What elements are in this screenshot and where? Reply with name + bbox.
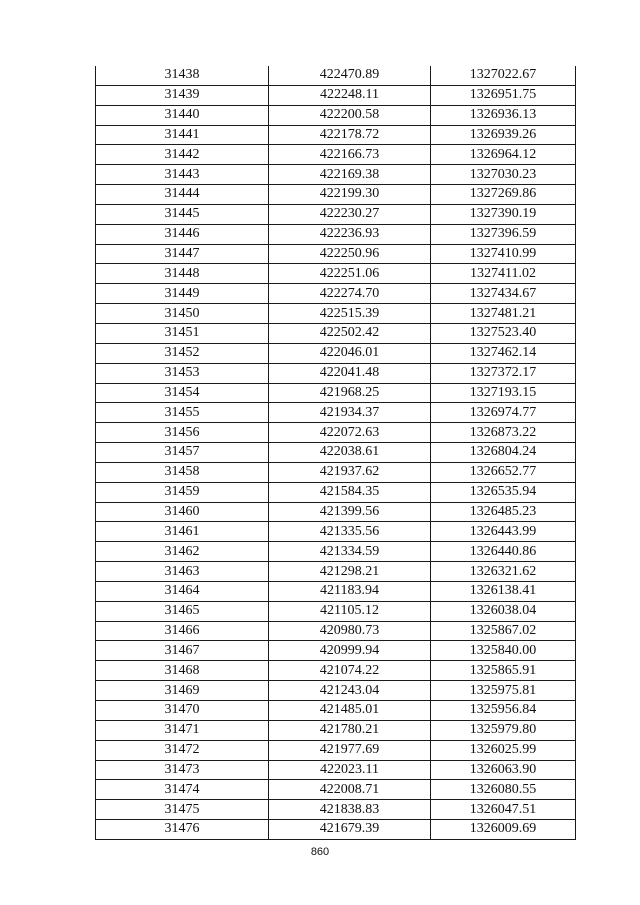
y-coordinate-cell: 1326485.23 (431, 502, 576, 522)
point-id-cell: 31468 (96, 661, 269, 681)
y-coordinate-cell: 1325840.00 (431, 641, 576, 661)
table-row (96, 581, 576, 601)
point-id-cell: 31450 (96, 304, 269, 324)
point-id-cell: 31457 (96, 443, 269, 463)
x-coordinate-cell: 421335.56 (269, 522, 431, 542)
x-coordinate-cell: 422046.01 (269, 343, 431, 363)
y-coordinate-cell: 1326321.62 (431, 562, 576, 582)
table-row (96, 264, 576, 284)
y-coordinate-cell: 1326080.55 (431, 780, 576, 800)
x-coordinate-cell: 422008.71 (269, 780, 431, 800)
x-coordinate-cell: 422274.70 (269, 284, 431, 304)
x-coordinate-cell: 422072.63 (269, 423, 431, 443)
y-coordinate-cell: 1326964.12 (431, 145, 576, 165)
table-row (96, 681, 576, 701)
y-coordinate-cell: 1327372.17 (431, 363, 576, 383)
point-id-cell: 31469 (96, 681, 269, 701)
y-coordinate-cell: 1326535.94 (431, 482, 576, 502)
x-coordinate-cell: 421399.56 (269, 502, 431, 522)
x-coordinate-cell: 422038.61 (269, 443, 431, 463)
x-coordinate-cell: 422199.30 (269, 185, 431, 205)
point-id-cell: 31475 (96, 800, 269, 820)
point-id-cell: 31462 (96, 542, 269, 562)
point-id-cell: 31461 (96, 522, 269, 542)
x-coordinate-cell: 422470.89 (269, 66, 431, 85)
table-row (96, 244, 576, 264)
x-coordinate-cell: 421298.21 (269, 562, 431, 582)
table-row (96, 145, 576, 165)
x-coordinate-cell: 422041.48 (269, 363, 431, 383)
y-coordinate-cell: 1327434.67 (431, 284, 576, 304)
table-row (96, 601, 576, 621)
y-coordinate-cell: 1325865.91 (431, 661, 576, 681)
table-row (96, 502, 576, 522)
point-id-cell: 31470 (96, 701, 269, 721)
table-row (96, 740, 576, 760)
y-coordinate-cell: 1326652.77 (431, 462, 576, 482)
y-coordinate-cell: 1327022.67 (431, 66, 576, 85)
x-coordinate-cell: 421485.01 (269, 701, 431, 721)
y-coordinate-cell: 1325867.02 (431, 621, 576, 641)
y-coordinate-cell: 1326047.51 (431, 800, 576, 820)
table-row (96, 323, 576, 343)
x-coordinate-cell: 422502.42 (269, 323, 431, 343)
point-id-cell: 31448 (96, 264, 269, 284)
point-id-cell: 31443 (96, 165, 269, 185)
table-row (96, 383, 576, 403)
point-id-cell: 31458 (96, 462, 269, 482)
y-coordinate-cell: 1326440.86 (431, 542, 576, 562)
table-row (96, 343, 576, 363)
point-id-cell: 31438 (96, 66, 269, 85)
table-row (96, 820, 576, 840)
x-coordinate-cell: 422169.38 (269, 165, 431, 185)
y-coordinate-cell: 1327410.99 (431, 244, 576, 264)
point-id-cell: 31455 (96, 403, 269, 423)
point-id-cell: 31452 (96, 343, 269, 363)
y-coordinate-cell: 1326063.90 (431, 760, 576, 780)
y-coordinate-cell: 1327411.02 (431, 264, 576, 284)
point-id-cell: 31476 (96, 820, 269, 840)
y-coordinate-cell: 1326443.99 (431, 522, 576, 542)
point-id-cell: 31467 (96, 641, 269, 661)
point-id-cell: 31471 (96, 720, 269, 740)
y-coordinate-cell: 1326804.24 (431, 443, 576, 463)
y-coordinate-cell: 1325956.84 (431, 701, 576, 721)
point-id-cell: 31453 (96, 363, 269, 383)
x-coordinate-cell: 422230.27 (269, 204, 431, 224)
table-row (96, 661, 576, 681)
y-coordinate-cell: 1325975.81 (431, 681, 576, 701)
point-id-cell: 31465 (96, 601, 269, 621)
page-number: 860 (310, 846, 330, 858)
y-coordinate-cell: 1326974.77 (431, 403, 576, 423)
table-row (96, 304, 576, 324)
x-coordinate-cell: 422236.93 (269, 224, 431, 244)
point-id-cell: 31459 (96, 482, 269, 502)
coordinate-table-body (96, 66, 576, 839)
x-coordinate-cell: 422200.58 (269, 105, 431, 125)
table-row (96, 760, 576, 780)
table-row (96, 562, 576, 582)
table-row (96, 641, 576, 661)
x-coordinate-cell: 422251.06 (269, 264, 431, 284)
x-coordinate-cell: 421934.37 (269, 403, 431, 423)
y-coordinate-cell: 1326873.22 (431, 423, 576, 443)
y-coordinate-cell: 1326936.13 (431, 105, 576, 125)
x-coordinate-cell: 421243.04 (269, 681, 431, 701)
x-coordinate-cell: 421105.12 (269, 601, 431, 621)
y-coordinate-cell: 1326009.69 (431, 820, 576, 840)
table-row (96, 621, 576, 641)
table-row (96, 542, 576, 562)
table-row (96, 443, 576, 463)
x-coordinate-cell: 422178.72 (269, 125, 431, 145)
y-coordinate-cell: 1327269.86 (431, 185, 576, 205)
y-coordinate-cell: 1325979.80 (431, 720, 576, 740)
point-id-cell: 31440 (96, 105, 269, 125)
y-coordinate-cell: 1327030.23 (431, 165, 576, 185)
x-coordinate-cell: 421968.25 (269, 383, 431, 403)
x-coordinate-cell: 421780.21 (269, 720, 431, 740)
table-row (96, 423, 576, 443)
x-coordinate-cell: 421679.39 (269, 820, 431, 840)
y-coordinate-cell: 1327396.59 (431, 224, 576, 244)
x-coordinate-cell: 421838.83 (269, 800, 431, 820)
table-row (96, 125, 576, 145)
table-row (96, 165, 576, 185)
x-coordinate-cell: 422250.96 (269, 244, 431, 264)
table-row (96, 522, 576, 542)
table-row (96, 462, 576, 482)
point-id-cell: 31464 (96, 581, 269, 601)
point-id-cell: 31439 (96, 85, 269, 105)
table-row (96, 780, 576, 800)
x-coordinate-cell: 422166.73 (269, 145, 431, 165)
x-coordinate-cell: 420980.73 (269, 621, 431, 641)
y-coordinate-cell: 1326025.99 (431, 740, 576, 760)
coordinate-table (95, 66, 576, 840)
x-coordinate-cell: 421183.94 (269, 581, 431, 601)
point-id-cell: 31466 (96, 621, 269, 641)
y-coordinate-cell: 1326138.41 (431, 581, 576, 601)
point-id-cell: 31447 (96, 244, 269, 264)
y-coordinate-cell: 1327523.40 (431, 323, 576, 343)
table-row (96, 105, 576, 125)
point-id-cell: 31446 (96, 224, 269, 244)
x-coordinate-cell: 422515.39 (269, 304, 431, 324)
table-row (96, 185, 576, 205)
table-row (96, 363, 576, 383)
x-coordinate-cell: 422023.11 (269, 760, 431, 780)
point-id-cell: 31445 (96, 204, 269, 224)
x-coordinate-cell: 421937.62 (269, 462, 431, 482)
y-coordinate-cell: 1326951.75 (431, 85, 576, 105)
table-row (96, 66, 576, 85)
y-coordinate-cell: 1327462.14 (431, 343, 576, 363)
table-row (96, 701, 576, 721)
table-row (96, 403, 576, 423)
table-row (96, 720, 576, 740)
table-row (96, 800, 576, 820)
point-id-cell: 31442 (96, 145, 269, 165)
x-coordinate-cell: 421977.69 (269, 740, 431, 760)
point-id-cell: 31474 (96, 780, 269, 800)
x-coordinate-cell: 421334.59 (269, 542, 431, 562)
table-row (96, 224, 576, 244)
y-coordinate-cell: 1326939.26 (431, 125, 576, 145)
point-id-cell: 31472 (96, 740, 269, 760)
x-coordinate-cell: 421074.22 (269, 661, 431, 681)
y-coordinate-cell: 1327481.21 (431, 304, 576, 324)
table-row (96, 204, 576, 224)
y-coordinate-cell: 1327390.19 (431, 204, 576, 224)
x-coordinate-cell: 422248.11 (269, 85, 431, 105)
x-coordinate-cell: 420999.94 (269, 641, 431, 661)
y-coordinate-cell: 1326038.04 (431, 601, 576, 621)
table-row (96, 85, 576, 105)
point-id-cell: 31454 (96, 383, 269, 403)
y-coordinate-cell: 1327193.15 (431, 383, 576, 403)
point-id-cell: 31449 (96, 284, 269, 304)
x-coordinate-cell: 421584.35 (269, 482, 431, 502)
point-id-cell: 31444 (96, 185, 269, 205)
point-id-cell: 31473 (96, 760, 269, 780)
point-id-cell: 31441 (96, 125, 269, 145)
point-id-cell: 31463 (96, 562, 269, 582)
point-id-cell: 31456 (96, 423, 269, 443)
table-row (96, 482, 576, 502)
point-id-cell: 31451 (96, 323, 269, 343)
table-row (96, 284, 576, 304)
point-id-cell: 31460 (96, 502, 269, 522)
